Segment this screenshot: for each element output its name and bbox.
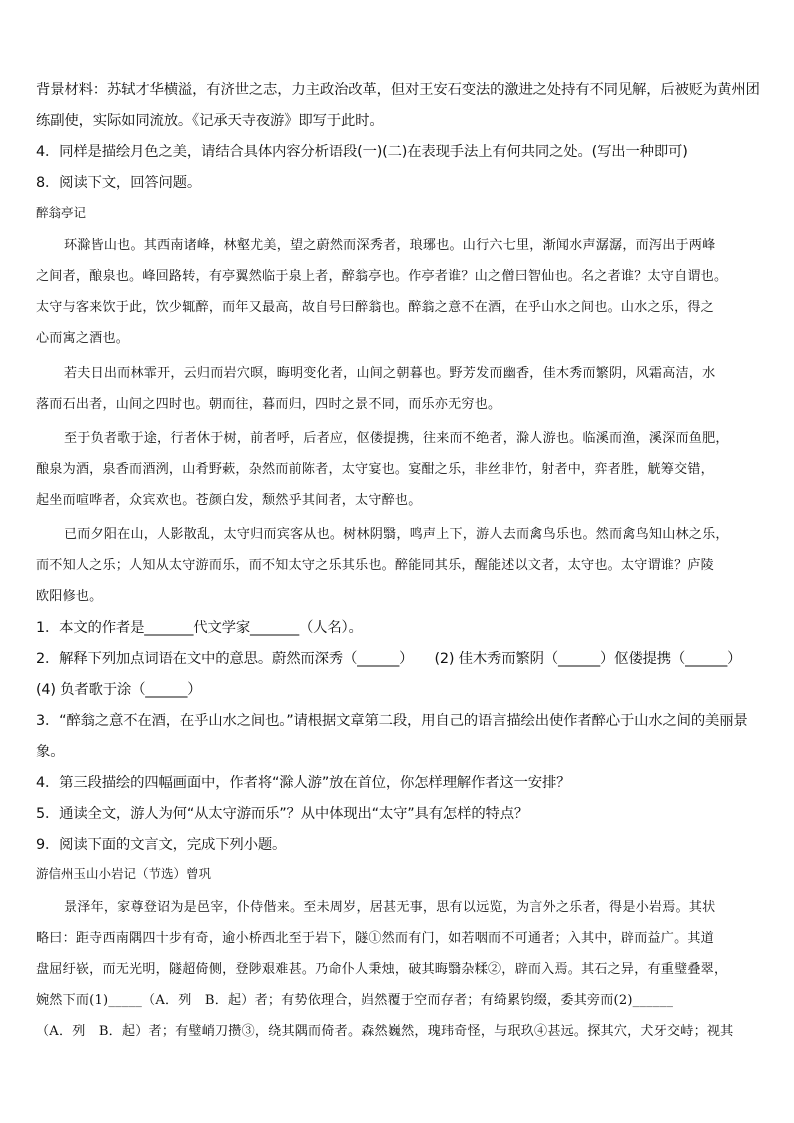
essay-paragraph-4-line-1: 已而夕阳在山，人影散乱，太守归而宾客从也。树林阴翳，鸣声上下，游人去而禽鸟乐也。然而禽鸟知山林之乐， (64, 527, 729, 542)
essay-paragraph-1-line-4: 心而寓之酒也。 (36, 331, 130, 346)
question-1: 1．本文的作者是_______代文学家_______（人名）。 (36, 620, 363, 636)
question-5: 5．通读全文，游人为何“从太守游而乐”？从中体现出“太守”具有怎样的特点？ (36, 806, 529, 822)
essay-paragraph-4-line-2: 而不知人之乐；人知从太守游而乐，而不知太守之乐其乐也。醉能同其乐，醒能述以文者，太守也。太守谓谁？庐陵 (36, 558, 714, 573)
essay-title: 醉翁亭记 (36, 205, 87, 220)
question-4-prompt: 4．同样是描绘月色之美，请结合具体内容分析语段(一)(二)在表现手法上有何共同之处。(写出一种即可) (36, 144, 688, 160)
essay-paragraph-3-line-3: 起坐而喧哗者，众宾欢也。苍颜白发，颓然乎其间者，太守醉也。 (36, 493, 422, 508)
background-material-line-1: 背景材料：苏轼才华横溢，有济世之志，力主政治改革，但对王安石变法的激进之处持有不同见解，后被贬为黄州团 (36, 82, 760, 98)
passage-title: 游信州玉山小岩记（节选）曾巩 (36, 866, 212, 881)
question-4: 4．第三段描绘的四幅画面中，作者将“滁人游”放在首位，你怎样理解作者这一安排？ (36, 775, 571, 791)
passage-line-2: 略曰：距寺西南隅四十步有奇，逾小桥西北至于岩下，隧①然而有门，如若咽而不可通者；入其中，辟而益广。其道 (36, 931, 714, 946)
passage-line-4: 婉然下而(1)_____（A．列 B．起）者；有势依理合，岿然覆于空而存者；有绮累钧缀，委其旁而(2)______ (36, 993, 674, 1008)
passage-line-5: （A．列 B．起）者；有璧峭刀攒③，绕其隅而倚者。森然巍然，瑰玮奇怪，与珉玖④甚远。探其穴，犬牙交峙；视其 (36, 1024, 734, 1039)
essay-paragraph-1-line-2: 之间者，酿泉也。峰回路转，有亭翼然临于泉上者，醉翁亭也。作亭者谁？山之僧曰智仙也。名之者谁？太守自谓也。 (36, 269, 728, 284)
background-material-line-2: 练副使，实际如同流放。《记承天寺夜游》即写于此时。 (36, 113, 384, 129)
essay-paragraph-2-line-1: 若夫日出而林霏开，云归而岩穴暝，晦明变化者，山间之朝暮也。野芳发而幽香，佳木秀而繁阴，风霜高洁，水 (64, 366, 716, 381)
essay-paragraph-4-line-3: 欧阳修也。 (36, 589, 103, 604)
question-2-line-2: (4) 负者歌于涂（______） (36, 682, 202, 698)
essay-paragraph-3-line-1: 至于负者歌于途，行者休于树，前者呼，后者应，伛偻提携，往来而不绝者，滁人游也。临溪而渔，溪深而鱼肥， (64, 431, 729, 446)
section-8-heading: 8．阅读下文，回答问题。 (36, 175, 202, 191)
section-9-heading: 9．阅读下面的文言文，完成下列小题。 (36, 837, 287, 853)
essay-paragraph-3-line-2: 酿泉为酒，泉香而酒洌，山肴野蔌，杂然而前陈者，太守宴也。宴酣之乐，非丝非竹，射者中，弈者胜，觥筹交错， (36, 462, 714, 477)
question-3-line-1: 3．“醉翁之意不在酒，在乎山水之间也。”请根据文章第二段，用自己的语言描绘出使作者醉心于山水之间的美丽景 (36, 713, 748, 729)
passage-line-1: 景泽年，家尊登诏为是邑宰，仆侍偕来。至未周岁，居甚无事，思有以远览，为言外之乐者，得是小岩焉。其状 (64, 900, 716, 915)
passage-line-3: 盘屈纡嵚，而无光明，隧超倚侧，登陟艰难甚。乃命仆人秉烛，破其晦翳杂糅②，辟而入焉。其石之异，有重璧叠翠， (36, 962, 728, 977)
essay-paragraph-2-line-2: 落而石出者，山间之四时也。朝而往，暮而归，四时之景不同，而乐亦无穷也。 (36, 397, 502, 412)
question-3-line-2: 象。 (36, 744, 65, 760)
question-2-line-1: 2．解释下列加点词语在文中的意思。蔚然而深秀（______） (2) 佳木秀而繁阴（______）伛偻提携（______） (36, 651, 742, 667)
essay-paragraph-1-line-3: 太守与客来饮于此，饮少辄醉，而年又最高，故自号曰醉翁也。醉翁之意不在酒，在乎山水之间也。山水之乐，得之 (36, 300, 714, 315)
essay-paragraph-1-line-1: 环滁皆山也。其西南诸峰，林壑尤美，望之蔚然而深秀者，琅琊也。山行六七里，渐闻水声潺潺，而泻出于两峰 (64, 238, 716, 253)
